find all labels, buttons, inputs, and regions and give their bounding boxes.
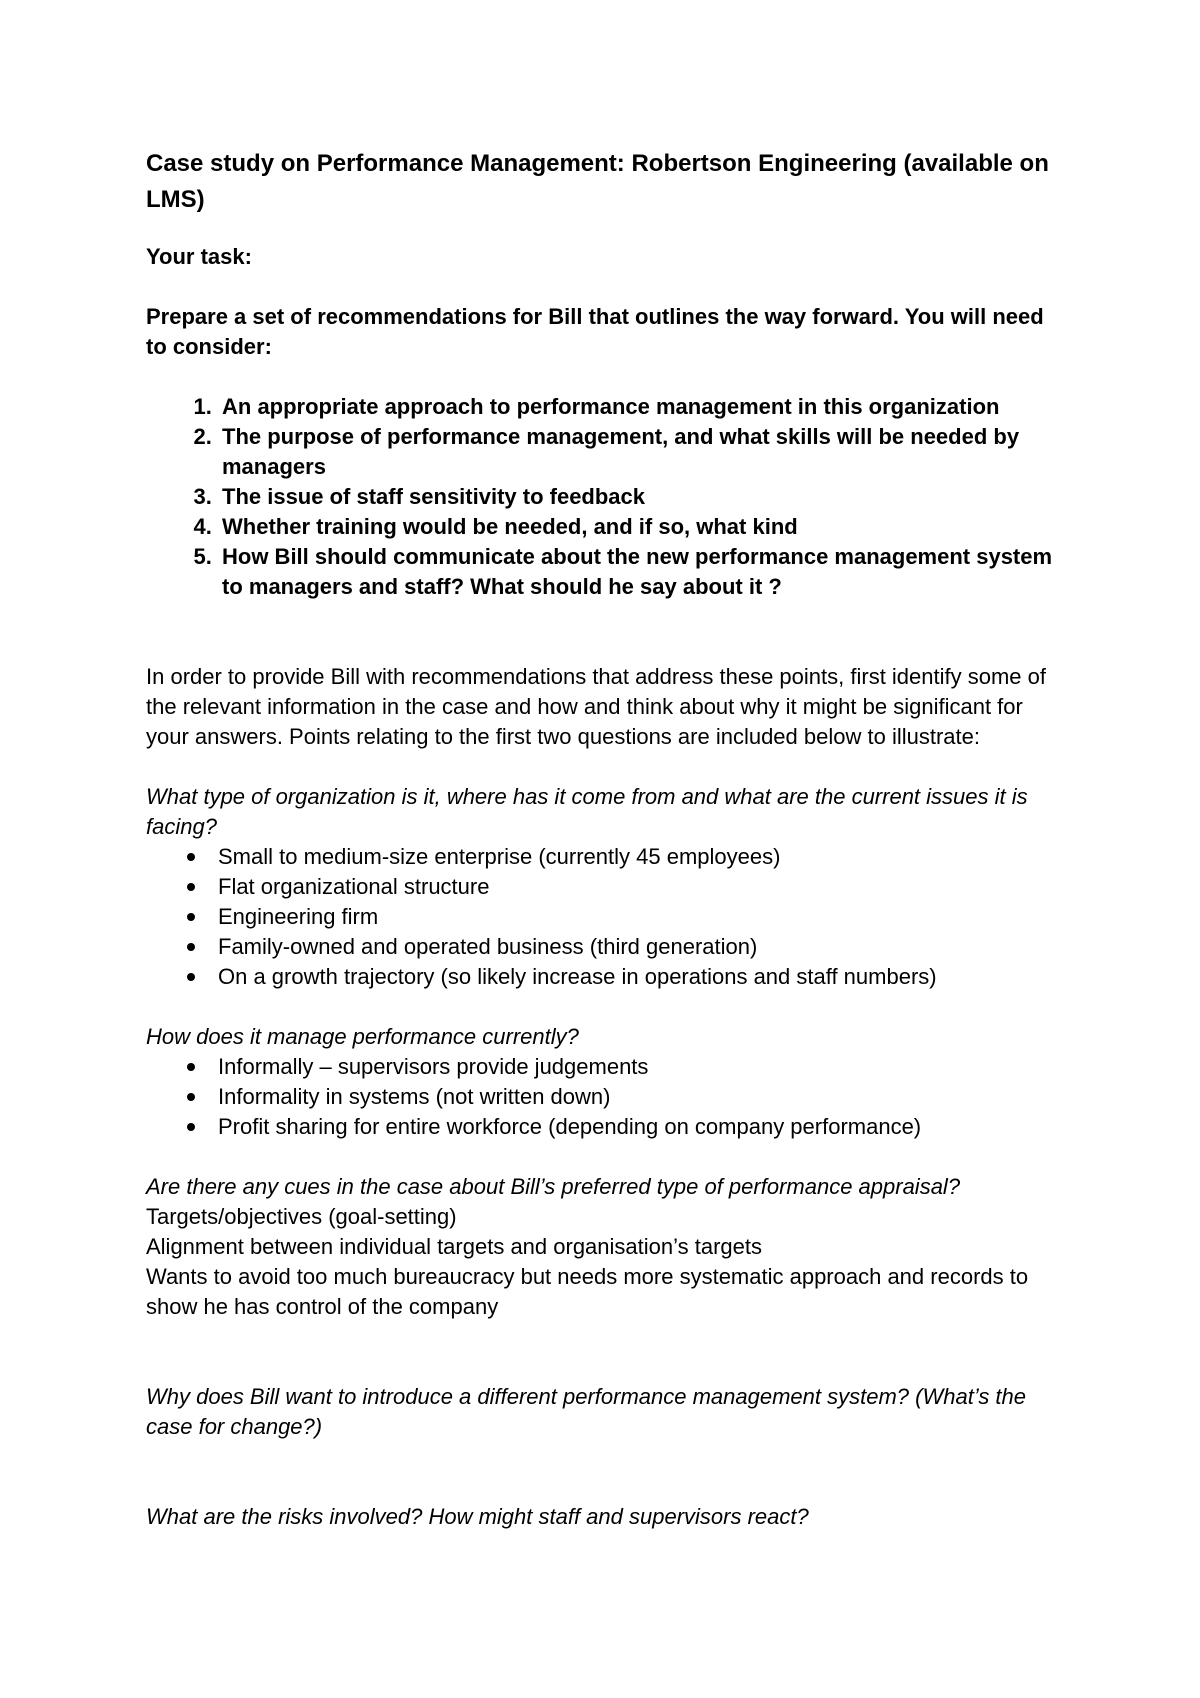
- cue-line: Alignment between individual targets and organisation’s targets: [146, 1234, 762, 1259]
- task-item: 1. An appropriate approach to performance management in this organization: [218, 392, 1066, 422]
- task-item: 4. Whether training would be needed, and if so, what kind: [218, 512, 1066, 542]
- section-question-appraisal-cues: Are there any cues in the case about Bill’s preferred type of performance appraisal?: [146, 1174, 961, 1199]
- section-question-current-management: How does it manage performance currently?: [146, 1024, 579, 1049]
- bullet-item: On a growth trajectory (so likely increase in operations and staff numbers): [218, 962, 1066, 992]
- section-question-case-for-change: Why does Bill want to introduce a different performance management system? (What’s the case for change?): [146, 1384, 1027, 1439]
- task-list: [146, 392, 1066, 602]
- appraisal-cues-lines: [146, 1202, 1066, 1322]
- bullet-item: Flat organizational structure: [218, 872, 1066, 902]
- task-intro: Prepare a set of recommendations for Bill that outlines the way forward. You will need to consider:: [146, 304, 1044, 359]
- task-item: 3. The issue of staff sensitivity to feedback: [218, 482, 1066, 512]
- task-label: Your task:: [146, 244, 252, 269]
- cue-line: Wants to avoid too much bureaucracy but needs more systematic approach and records to show he has control of the company: [146, 1264, 1029, 1319]
- document-title: Case study on Performance Management: Robertson Engineering (available on LMS): [146, 150, 1049, 213]
- task-item: 5. How Bill should communicate about the new performance management system to managers and staff? What should he say about it ?: [218, 542, 1066, 602]
- task-item: 2. The purpose of performance management, and what skills will be needed by managers: [218, 422, 1066, 482]
- bullet-item: Engineering firm: [218, 902, 1066, 932]
- bullet-item: Informality in systems (not written down): [218, 1082, 1066, 1112]
- bullet-list-current-management: [146, 1052, 1066, 1142]
- section-question-risks: What are the risks involved? How might staff and supervisors react?: [146, 1504, 809, 1529]
- bullet-item: Small to medium-size enterprise (currently 45 employees): [218, 842, 1066, 872]
- bullet-list-organization: [146, 842, 1066, 992]
- bullet-item: Family-owned and operated business (third generation): [218, 932, 1066, 962]
- section-question-organization: What type of organization is it, where has it come from and what are the current issues it is facing?: [146, 784, 1028, 839]
- document-body: [146, 146, 1066, 1532]
- bullet-item: Informally – supervisors provide judgements: [218, 1052, 1066, 1082]
- bullet-item: Profit sharing for entire workforce (depending on company performance): [218, 1112, 1066, 1142]
- intro-paragraph: In order to provide Bill with recommendations that address these points, first identify some of the relevant information in the case and how and think about why it might be significant for your answers. Points relating to the first two questions are included below to illustrate:: [146, 664, 1046, 749]
- cue-line: Targets/objectives (goal-setting): [146, 1204, 457, 1229]
